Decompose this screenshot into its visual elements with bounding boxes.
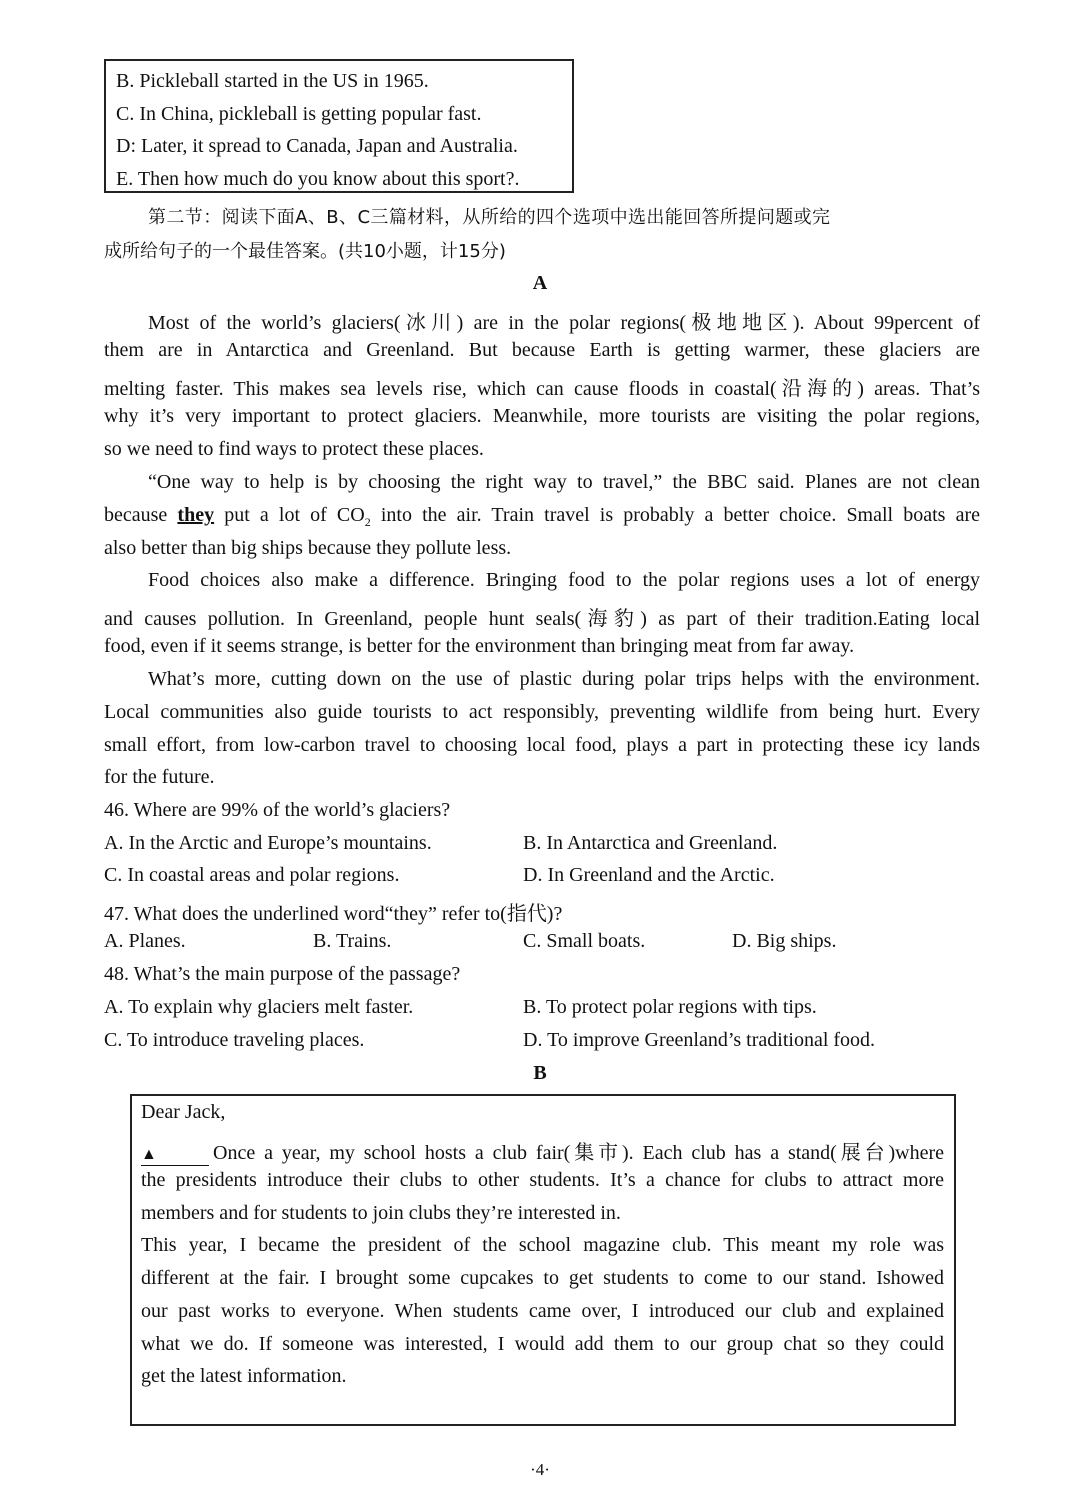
- passage-a-heading: A: [532, 272, 548, 294]
- question-47-option-a: A. Planes.: [104, 930, 186, 952]
- passage-a-line: small effort, from low-carbon travel to choosing local food, plays a part in protecting these icy lands: [104, 734, 980, 756]
- question-48-stem: 48. What’s the main purpose of the passage?: [104, 963, 461, 985]
- question-47-option-c: C. Small boats.: [523, 930, 646, 952]
- letter-line: what we do. If someone was interested, I would add them to our group chat so they could: [141, 1333, 944, 1355]
- question-47-option-b: B. Trains.: [313, 930, 392, 952]
- text-fragment: into the air. Train travel is probably a better choice. Small boats are: [370, 504, 980, 526]
- letter-salutation: Dear Jack,: [141, 1101, 226, 1123]
- option-e: E. Then how much do you know about this sport?.: [116, 167, 520, 190]
- passage-a-line: them are in Antarctica and Greenland. But because Earth is getting warmer, these glaciers are: [104, 339, 980, 361]
- question-46-option-d: D. In Greenland and the Arctic.: [523, 864, 775, 886]
- question-46-option-a: A. In the Arctic and Europe’s mountains.: [104, 832, 432, 854]
- passage-a-line: Food choices also make a difference. Bringing food to the polar regions uses a lot of energy: [148, 569, 980, 591]
- answer-blank: ▲: [141, 1145, 209, 1166]
- options-box: [104, 59, 574, 193]
- passage-a-line: why it’s very important to protect glaciers. Meanwhile, more tourists are visiting the polar regions,: [104, 405, 980, 427]
- passage-a-because-line: [104, 504, 980, 530]
- question-48-option-b: B. To protect polar regions with tips.: [523, 996, 817, 1018]
- passage-a-line: food, even if it seems strange, is better for the environment than bringing meat from far away.: [104, 635, 855, 657]
- passage-a-line: “One way to help is by choosing the right way to travel,” the BBC said. Planes are not clean: [148, 471, 980, 493]
- section-intro-line-1: 第二节：阅读下面A、B、C三篇材料，从所给的四个选项中选出能回答所提问题或完: [148, 207, 831, 228]
- subscript-2: 2: [364, 515, 371, 529]
- question-46-stem: 46. Where are 99% of the world’s glaciers?: [104, 799, 451, 821]
- option-b: B. Pickleball started in the US in 1965.: [116, 70, 429, 92]
- passage-a-line: and causes pollution. In Greenland, people hunt seals(海豹) as part of their tradition.Eating local: [104, 608, 980, 630]
- question-48-option-d: D. To improve Greenland’s traditional food.: [523, 1029, 876, 1051]
- letter-line: different at the fair. I brought some cupcakes to get students to come to our stand. Ishowed: [141, 1267, 944, 1289]
- section-intro-line-2: 成所给句子的一个最佳答案。(共10小题，计15分): [104, 241, 506, 262]
- letter-line-1-text: Once a year, my school hosts a club fair(集市). Each club has a stand(展台)where: [213, 1142, 944, 1164]
- passage-a-line: Local communities also guide tourists to act responsibly, preventing wildlife from being hurt. Every: [104, 701, 980, 723]
- question-46-option-c: C. In coastal areas and polar regions.: [104, 864, 400, 886]
- text-fragment: because: [104, 504, 178, 526]
- passage-a-line: also better than big ships because they pollute less.: [104, 537, 512, 559]
- question-46-option-b: B. In Antarctica and Greenland.: [523, 832, 778, 854]
- passage-a-line: melting faster. This makes sea levels rise, which can cause floods in coastal(沿海的) areas. That’s: [104, 378, 980, 400]
- passage-b-heading: B: [533, 1062, 547, 1084]
- letter-line: get the latest information.: [141, 1365, 347, 1387]
- underlined-word-they: they: [177, 504, 215, 526]
- letter-line: our past works to everyone. When students came over, I introduced our club and explained: [141, 1300, 944, 1322]
- question-48-option-a: A. To explain why glaciers melt faster.: [104, 996, 414, 1018]
- letter-line: the presidents introduce their clubs to other students. It’s a chance for clubs to attract more: [141, 1169, 944, 1191]
- passage-a-line: so we need to find ways to protect these places.: [104, 438, 484, 460]
- passage-a-line: What’s more, cutting down on the use of plastic during polar trips helps with the environment.: [148, 668, 980, 690]
- question-47-option-d: D. Big ships.: [732, 930, 837, 952]
- page-number: ·4·: [530, 1460, 550, 1479]
- option-d: D: Later, it spread to Canada, Japan and Australia.: [116, 135, 518, 157]
- option-c: C. In China, pickleball is getting popular fast.: [116, 102, 482, 125]
- letter-line: This year, I became the president of the school magazine club. This meant my role was: [141, 1234, 944, 1256]
- question-48-option-c: C. To introduce traveling places.: [104, 1029, 365, 1051]
- question-47-stem: 47. What does the underlined word“they” refer to(指代)?: [104, 903, 563, 925]
- letter-line-1: [141, 1136, 944, 1166]
- passage-a-line: Most of the world’s glaciers(冰川) are in the polar regions(极地地区). About 99percent of: [148, 312, 980, 334]
- letter-line: members and for students to join clubs they’re interested in.: [141, 1202, 621, 1224]
- passage-a-line: for the future.: [104, 766, 215, 788]
- text-fragment: put a lot of CO: [214, 504, 365, 526]
